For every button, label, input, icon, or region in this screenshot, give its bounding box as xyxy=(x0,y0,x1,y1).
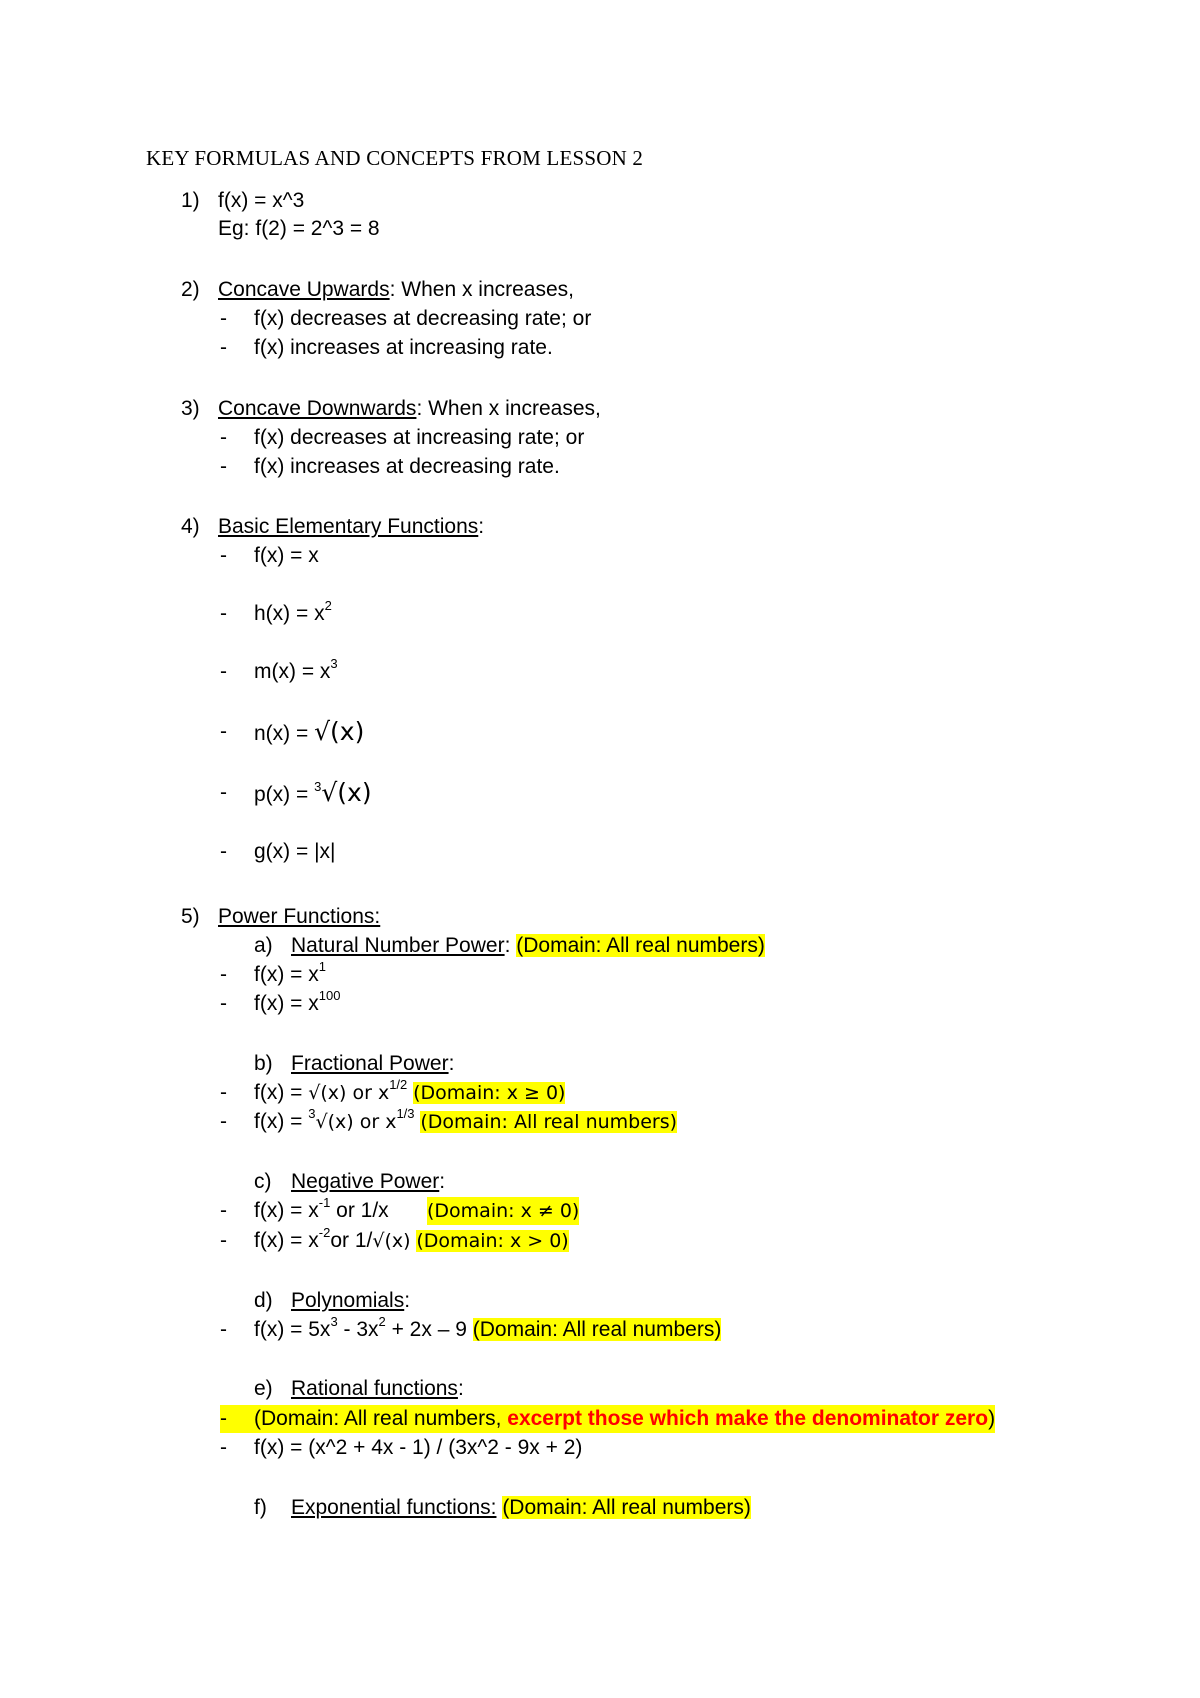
subsection-a-heading: a) Natural Number Power: (Domain: All real numbers) xyxy=(0,932,1200,960)
bullet-row xyxy=(0,600,1200,628)
subsection-d-heading: d) Polynomials: xyxy=(0,1287,1200,1315)
heading-rest: : When x increases, xyxy=(389,278,574,301)
bullet-row xyxy=(0,1434,1200,1462)
subsection-letter: f) xyxy=(254,1496,267,1519)
bullet-dash: - xyxy=(220,720,227,743)
bullet-dash: - xyxy=(220,307,227,330)
subsection-f-heading xyxy=(0,1494,1200,1522)
bullet-row xyxy=(0,838,1200,866)
subsection-letter: d) xyxy=(254,1289,273,1312)
formula-text: $f(x) = x^{-1}$ or 1/x xyxy=(254,1195,389,1222)
bullet-text: f(x) decreases at increasing rate; or xyxy=(254,426,585,449)
formula-text: f(x) = (x^2 + 4x - 1) / (3x^2 - 9x + 2) xyxy=(254,1436,583,1459)
subsection-b-heading: b) Fractional Power: xyxy=(0,1050,1200,1078)
item-3-heading-row xyxy=(0,395,1200,423)
bullet-dash: - xyxy=(220,660,227,683)
example-text: Eg: f(2) = 2^3 = 8 xyxy=(218,217,380,240)
bullet-row xyxy=(0,990,1200,1018)
bullet-row xyxy=(0,453,1200,481)
domain-highlight: (Domain: x > 0) xyxy=(416,1230,569,1252)
subsection-letter: a) xyxy=(254,934,273,957)
formula-text: $f(x) = x^1$ xyxy=(254,959,326,986)
bullet-dash: - xyxy=(220,1318,227,1341)
bullet-dash: - xyxy=(220,426,227,449)
formula-text: $f(x) = 5x^3 - 3x^2 + 2x - 9$ (Domain: All real numbers) xyxy=(254,1314,722,1341)
bullet-text: f(x) decreases at decreasing rate; or xyxy=(254,307,592,330)
item-2-heading-row xyxy=(0,276,1200,304)
formula-text: g(x) = |x| xyxy=(254,840,336,863)
formula-text: $m(x) = x^3$ xyxy=(254,656,338,683)
bullet-dash: - xyxy=(220,1436,227,1459)
bullet-row xyxy=(0,424,1200,452)
item-4-heading-row: 4) Basic Elementary Functions: xyxy=(0,513,1200,541)
bullet-dash: - xyxy=(220,1081,227,1104)
item-number: 2) xyxy=(181,278,200,301)
bullet-dash: - xyxy=(220,1110,227,1133)
subsection-heading: Exponential functions: xyxy=(291,1496,497,1519)
bullet-text: f(x) increases at increasing rate. xyxy=(254,336,553,359)
formula-text: f(x) = x^3 xyxy=(218,189,305,212)
bullet-dash: - xyxy=(220,455,227,478)
bullet-row xyxy=(0,1405,1200,1433)
item-1-line-1 xyxy=(0,187,1200,215)
item-number: 5) xyxy=(181,905,200,928)
subsection-letter: b) xyxy=(254,1052,273,1075)
section-heading: Power Functions: xyxy=(218,905,381,928)
formula-text: f(x) = √(x) or $x^{1/2}$ (Domain: x ≥ 0) xyxy=(254,1077,566,1104)
formula-text: $f(x) = x^{-2}or$ 1/√(x) (Domain: x > 0) xyxy=(254,1225,569,1252)
bullet-dash: - xyxy=(220,840,227,863)
bullet-dash: - xyxy=(220,1229,227,1252)
domain-highlight: (Domain: All real numbers, excerpt those which make the denominator zero) xyxy=(254,1405,995,1433)
page-title: KEY FORMULAS AND CONCEPTS FROM LESSON 2 xyxy=(146,146,644,170)
domain-highlight: (Domain: All real numbers) xyxy=(472,1318,722,1341)
bullet-row xyxy=(0,1316,1200,1344)
bullet-row xyxy=(0,305,1200,333)
bullet-dash: - xyxy=(220,602,227,625)
bullet-row xyxy=(0,658,1200,686)
bullet-row xyxy=(0,1079,1200,1107)
item-1-line-2 xyxy=(0,215,1200,243)
domain-highlight: (Domain: All real numbers) xyxy=(516,934,765,957)
heading-rest: : When x increases, xyxy=(416,397,601,420)
formula-text: f(x) = $^3$√(x) or $x^{1/3}$ (Domain: All real numbers) xyxy=(254,1106,678,1133)
item-5-heading-row xyxy=(0,903,1200,931)
bullet-dash: - xyxy=(220,1199,227,1222)
item-number: 3) xyxy=(181,397,200,420)
bullet-dash: - xyxy=(220,781,227,804)
subsection-heading: Natural Number Power xyxy=(291,934,505,957)
formula-text: n(x) = √(x) xyxy=(254,717,365,746)
bullet-dash: - xyxy=(220,963,227,986)
subsection-letter: e) xyxy=(254,1377,273,1400)
formula-text: f(x) = x xyxy=(254,544,319,567)
subsection-heading: Rational functions xyxy=(291,1377,458,1400)
subsection-letter: c) xyxy=(254,1170,272,1193)
bullet-dash: - xyxy=(220,336,227,359)
subsection-c-heading: c) Negative Power: xyxy=(0,1168,1200,1196)
bullet-row xyxy=(0,779,1200,807)
bullet-row xyxy=(0,718,1200,746)
subsection-heading: Fractional Power xyxy=(291,1052,449,1075)
bullet-row xyxy=(0,1227,1200,1255)
formula-text: $f(x) = x^{100}$ xyxy=(254,988,341,1015)
bullet-row xyxy=(0,961,1200,989)
subsection-heading: Polynomials xyxy=(291,1289,405,1312)
section-heading: Basic Elementary Functions xyxy=(218,515,479,538)
bullet-row xyxy=(0,542,1200,570)
item-number: 1) xyxy=(181,189,200,212)
bullet-row xyxy=(0,334,1200,362)
domain-highlight: (Domain: x ≥ 0) xyxy=(413,1082,566,1104)
bullet-row xyxy=(0,1197,1200,1225)
subsection-e-heading: e) Rational functions: xyxy=(0,1375,1200,1403)
domain-highlight: (Domain: x ≠ 0) xyxy=(427,1197,579,1225)
section-heading: Concave Upwards xyxy=(218,278,390,301)
domain-highlight: (Domain: All real numbers) xyxy=(502,1496,751,1519)
bullet-dash: - xyxy=(220,544,227,567)
bullet-row xyxy=(0,1108,1200,1136)
warning-text: excerpt those which make the denominator zero xyxy=(507,1407,989,1430)
formula-text: p(x) = $^3$√(x) xyxy=(254,778,372,807)
bullet-dash: - xyxy=(220,1405,254,1433)
bullet-text: f(x) increases at decreasing rate. xyxy=(254,455,560,478)
section-heading: Concave Downwards xyxy=(218,397,417,420)
subsection-heading: Negative Power xyxy=(291,1170,440,1193)
bullet-dash: - xyxy=(220,992,227,1015)
domain-highlight: (Domain: All real numbers) xyxy=(420,1111,678,1133)
formula-text: $h(x) = x^2$ xyxy=(254,598,332,625)
item-number: 4) xyxy=(181,515,200,538)
